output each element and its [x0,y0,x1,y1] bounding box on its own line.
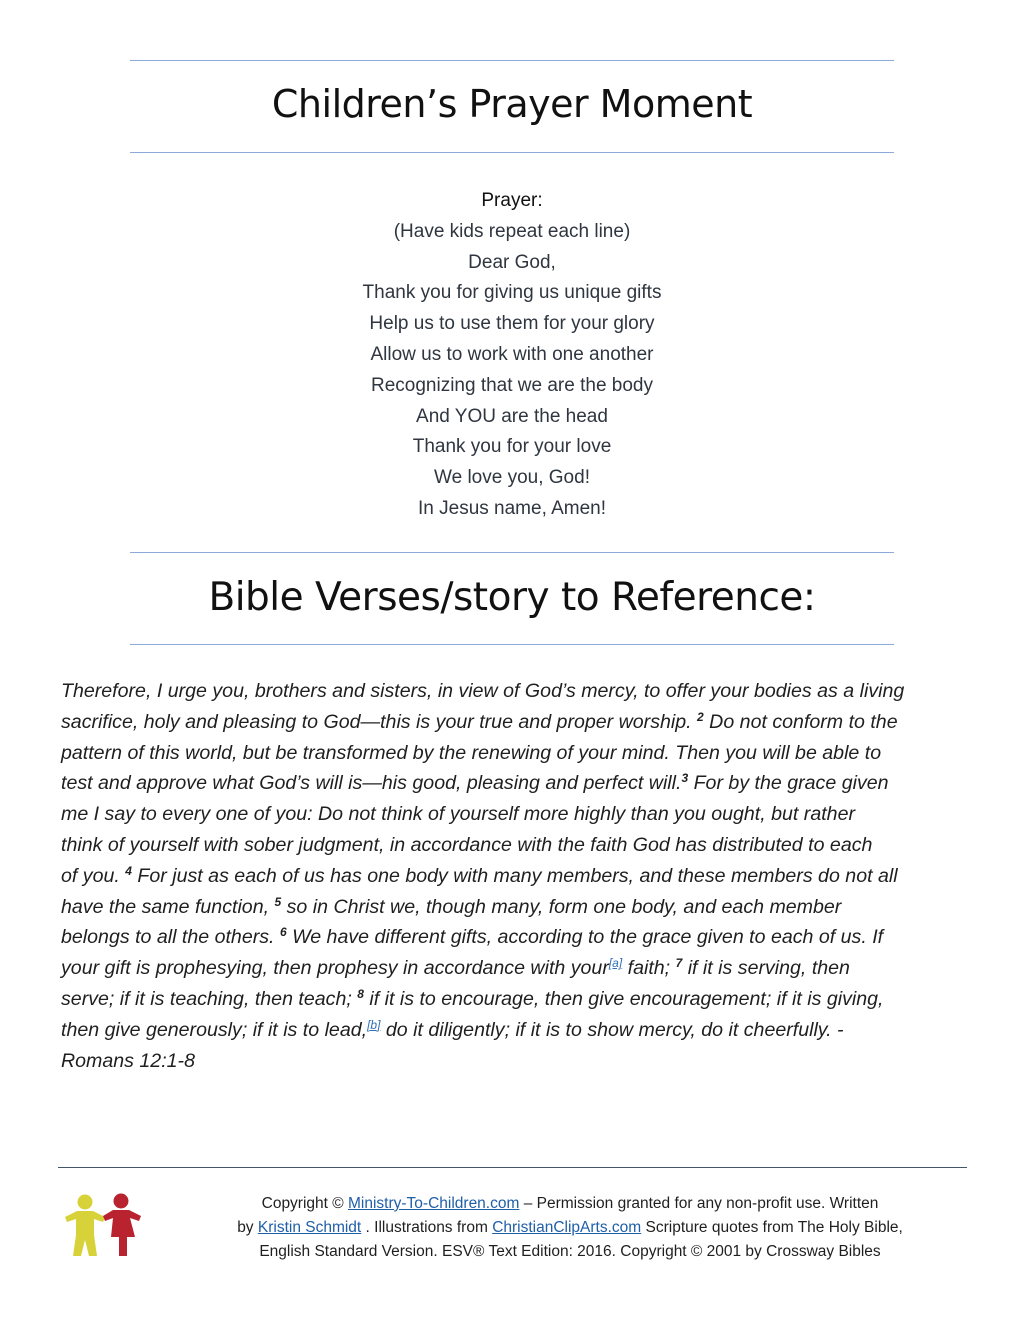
verse-line [61,922,967,953]
footer-rule [58,1167,967,1168]
prayer-section [0,186,1024,525]
paper-dolls-icon [63,1190,153,1260]
verse-text: me I say to every one of you: Do not think of yourself more highly than you ought, but rather [61,803,855,826]
scripture-reference [61,1046,967,1077]
verse-number: 4 [125,863,132,878]
christian-clip-arts-link[interactable]: ChristianClipArts.com [492,1219,642,1237]
verse-text: so in Christ we, though many, form one body, and each member [281,895,842,918]
footer-text: . Illustrations from [361,1219,493,1237]
verse-text: For by the grace given [688,772,889,795]
footer-line [160,1192,980,1216]
verse-number: 6 [279,925,287,940]
scripture-passage [61,676,967,1076]
verse-text: sacrifice, holy and pleasing to God—this is your true and proper worship. [61,710,698,733]
prayer-line: In Jesus name, Amen! [418,497,606,519]
copyright-footer [160,1192,980,1265]
verse-text: serve; if it is teaching, then teach; [61,987,358,1010]
prayer-line: Thank you for your love [412,436,612,458]
verse-text: faith; [622,957,676,980]
verse-line [61,830,967,861]
verse-line [61,768,967,799]
verse-number: 7 [675,956,683,971]
footer-text: by [237,1219,258,1237]
prayer-line: And YOU are the head [416,405,608,427]
verse-reference: Romans 12:1-8 [61,1049,195,1072]
verse-text: have the same function, [61,895,275,918]
verse-line [61,861,967,892]
author-link[interactable]: Kristin Schmidt [257,1219,362,1237]
verse-text: of you. [61,864,126,887]
verse-text: do it diligently; if it is to show mercy, do it cheerfully. - [380,1018,844,1041]
verse-number: 5 [274,894,282,909]
verse-text: think of yourself with sober judgment, in accordance with the faith God has distributed to each [61,833,873,856]
page-title: Children’s Prayer Moment [271,82,753,126]
verse-text: your gift is prophesying, then prophesy in accordance with your [61,957,609,980]
prayer-label: Prayer: [481,190,543,211]
verse-text: if it is to encourage, then give encouragement; if it is giving, [363,987,884,1010]
prayer-line: Allow us to work with one another [370,343,654,365]
verse-line [61,738,967,769]
footnote-link-b[interactable]: [b] [367,1017,381,1032]
bible-heading-rule [130,644,894,645]
verse-line [61,984,967,1015]
ministry-to-children-link[interactable]: Ministry-To-Children.com [348,1195,520,1212]
prayer-line: Help us to use them for your glory [369,313,655,335]
prayer-line: We love you, God! [434,467,590,489]
prayer-line: Thank you for giving us unique gifts [362,282,662,304]
verse-line [61,892,967,923]
footer-line: English Standard Version. ESV® Text Edition: 2016. Copyright © 2001 by Crossway Bibles [259,1243,881,1261]
verse-number: 3 [681,771,689,786]
prayer-line: Recognizing that we are the body [370,374,653,396]
prayer-line: (Have kids repeat each line) [393,220,631,242]
verse-line [61,953,967,984]
verse-line [61,676,967,707]
verse-line [61,707,967,738]
verse-line [61,799,967,830]
verse-text: if it is serving, then [682,957,850,980]
top-rule [130,60,894,61]
verse-number: 2 [697,709,704,724]
verse-text: test and approve what God’s will is—his good, pleasing and perfect will. [61,772,682,795]
verse-text: then give generously; if it is to lead, [61,1018,368,1041]
verse-text: For just as each of us has one body with many members, and these members do not all [131,864,898,887]
footer-text: Copyright © [261,1195,348,1212]
footer-text: – Permission granted for any non-profit use. Written [519,1195,879,1212]
bible-heading: Bible Verses/story to Reference: [208,575,816,620]
verse-text: pattern of this world, but be transformed by the renewing of your mind. Then you will be able to [61,741,882,764]
verse-text: Do not conform to the [703,710,898,733]
verse-number: 8 [357,986,364,1001]
footer-text: Scripture quotes from The Holy Bible, [641,1219,903,1237]
prayer-line: Dear God, [468,251,556,273]
footnote-link-a[interactable]: [a] [608,956,623,971]
verse-line [61,1015,967,1046]
verse-text: Therefore, I urge you, brothers and sisters, in view of God’s mercy, to offer your bodies as a living [61,680,905,702]
verse-text: We have different gifts, according to the grace given to each of us. If [286,926,884,949]
section-rule [130,552,894,553]
title-rule [130,152,894,153]
footer-line [160,1216,980,1240]
verse-text: belongs to all the others. [61,926,280,949]
